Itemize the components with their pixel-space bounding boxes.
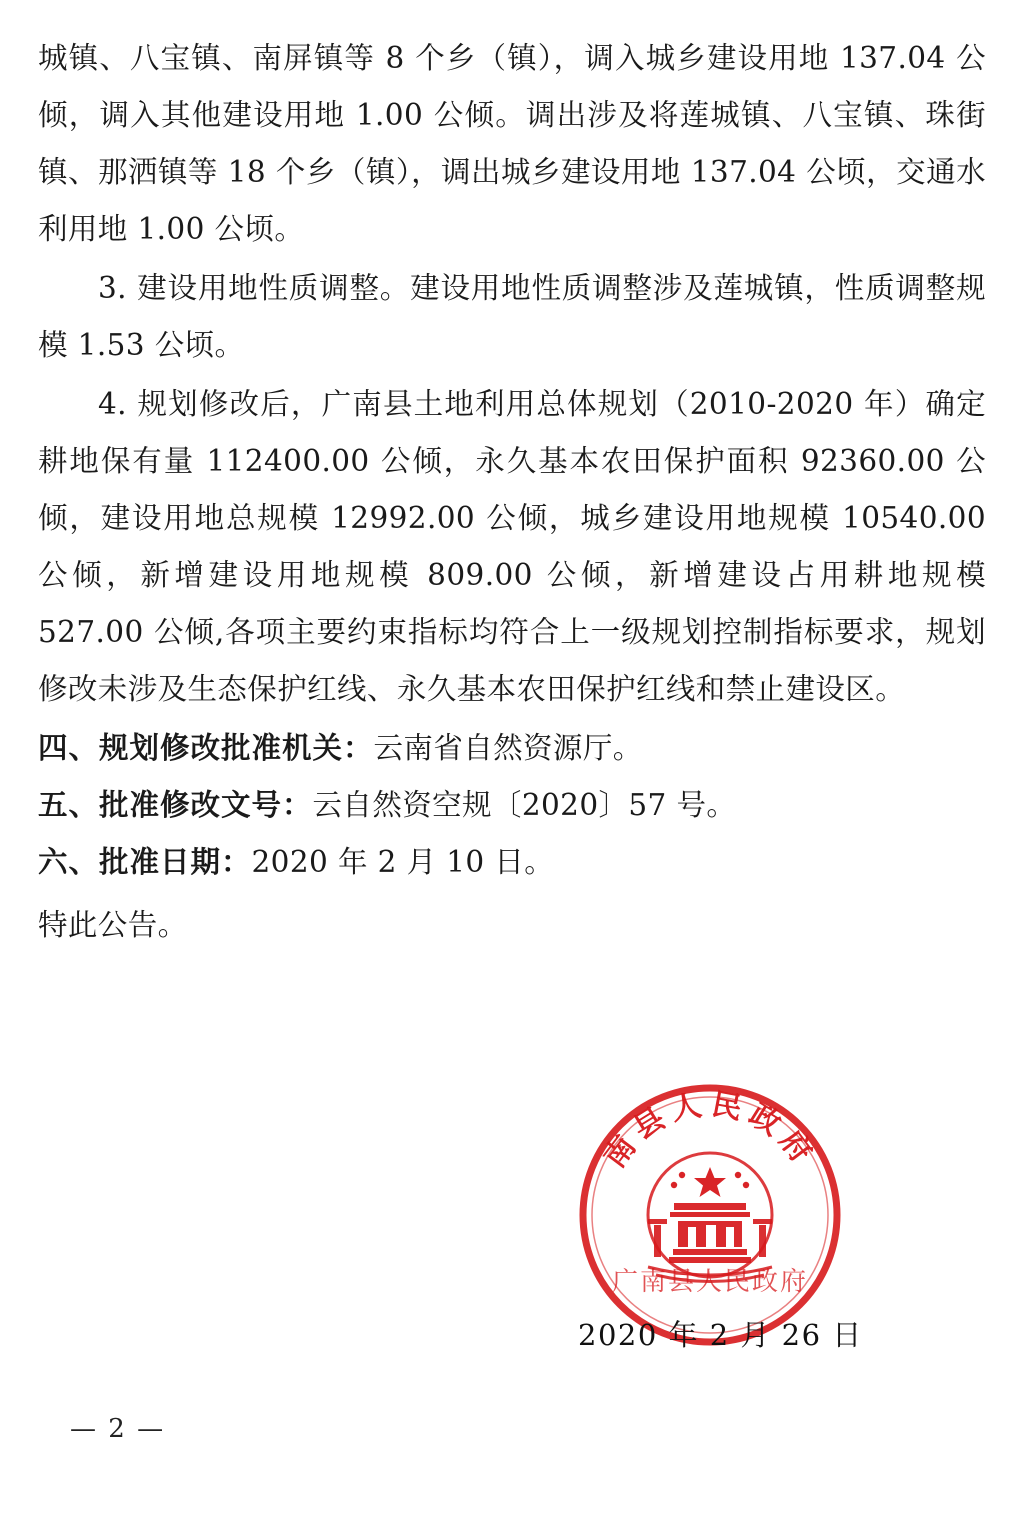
section-approval-authority-heading: 四、规划修改批准机关： xyxy=(38,731,374,765)
section-approval-date-value: 2020 年 2 月 10 日。 xyxy=(251,845,555,879)
page-number: — 2 — xyxy=(70,1414,166,1444)
section-approval-date-heading: 六、批准日期： xyxy=(38,845,252,879)
section-approval-date xyxy=(38,834,986,891)
document-body xyxy=(38,30,986,954)
svg-text:广南县人民政府: 广南县人民政府 xyxy=(611,1267,809,1297)
section-approval-document-number-heading: 五、批准修改文号： xyxy=(38,788,313,822)
section-approval-authority xyxy=(38,720,986,777)
paragraph-item-3: 3. 建设用地性质调整。建设用地性质调整涉及莲城镇，性质调整规模 1.53 公顷。 xyxy=(38,271,986,362)
signature-date: 2020 年 2 月 26 日 xyxy=(578,1318,863,1352)
closing-statement: 特此公告。 xyxy=(38,908,188,942)
svg-text:南县人民政府: 南县人民政府 xyxy=(597,1086,823,1175)
signature-block xyxy=(560,1075,960,1375)
section-approval-document-number xyxy=(38,777,986,834)
paragraph-adjustment-inflow: 城镇、八宝镇、南屏镇等 8 个乡（镇），调入城乡建设用地 137.04 公倾，调入其他建设用地 1.00 公倾。调出涉及将莲城镇、八宝镇、珠街镇、那洒镇等 18 个乡（镇），调出城乡建设用地 137.04 公顷，交通水利用地 1.00 公顷。 xyxy=(38,41,986,246)
paragraph-item-4: 4. 规划修改后，广南县土地利用总体规划（2010-2020 年）确定耕地保有量 112400.00 公倾，永久基本农田保护面积 92360.00 公倾，建设用地总规模 12992.00 公倾，城乡建设用地规模 10540.00 公倾，新增建设用地规模 809.00 公倾，新增建设占用耕地规模 527.00 公倾,各项主要约束指标均符合上一级规划控制指标要求，规划修改未涉及生态保护红线、永久基本农田保护红线和禁止建设区。 xyxy=(38,387,986,706)
section-approval-authority-value: 云南省自然资源厅。 xyxy=(373,731,643,765)
section-approval-document-number-value: 云自然资空规〔2020〕57 号。 xyxy=(312,788,737,822)
